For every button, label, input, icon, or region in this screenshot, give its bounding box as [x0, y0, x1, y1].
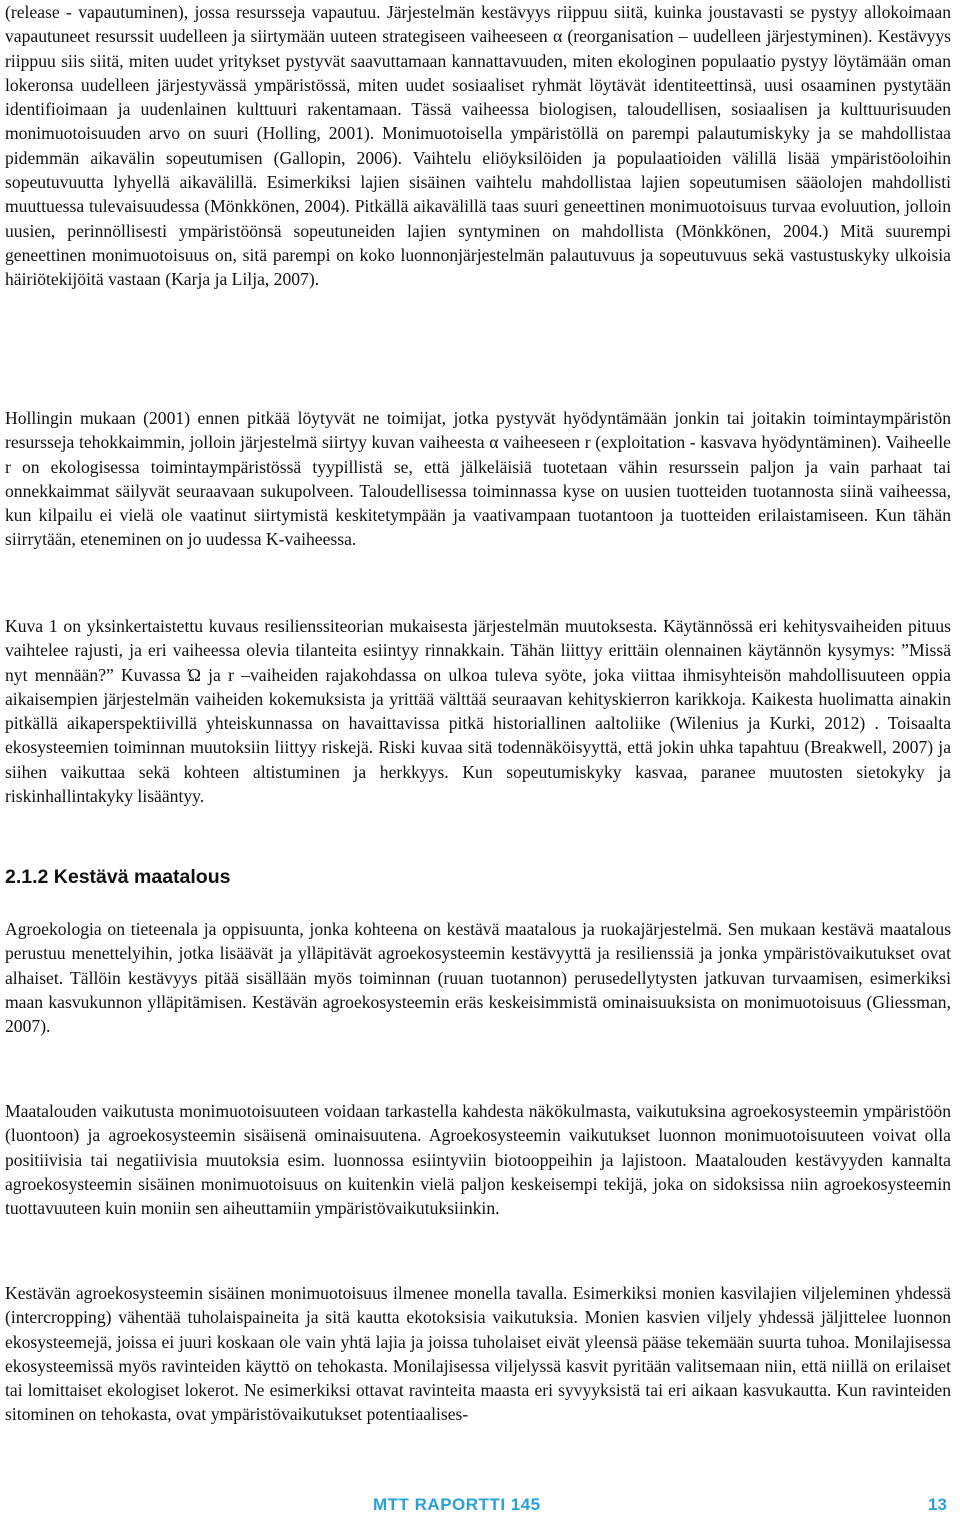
page-number: 13 [928, 1495, 947, 1514]
paragraph-internal-diversity: Kestävän agroekosysteemin sisäinen monimuotoisuus ilmenee monella tavalla. Esimerkiksi monien kasvilajien viljeleminen yhdessä (intercropping) vähentää tuholaispaineita ja sitä kautta ekotoksisia vaikutuksia. Monien kasvien viljely yhdessä jäljittelee luonnon ekosysteemejä, joissa ei juuri koskaan ole vain yhtä lajia ja joissa tuholaiset eivät yleensä pääse tekemään suurta tuhoa. Monilajisessa ekosysteemissä myös ravinteiden käyttö on tehokasta. Monilajisessa viljelyssä kasvit pyritään valitsemaan niin, että niillä on erilaiset tai lomittaiset ekologiset lokerot. Ne esimerkiksi ottavat ravinteita maasta eri syvyyksistä tai eri aikaan kasvukautta. Kun ravinteiden sitominen on tehokasta, ovat ympäristövaikutukset potentiaalises- [5, 1283, 951, 1425]
footer-report-title: MTT RAPORTTI 145 [373, 1495, 541, 1514]
paragraph-figure-description: Kuva 1 on yksinkertaistettu kuvaus resilienssiteorian mukaisesta järjestelmän muutoksesta. Käytännössä eri kehitysvaiheiden pituus vaihtelee rajusti, ja eri vaiheessa olevia tilanteita esiintyy rinnakkain. Tähän liittyy erittäin olennainen käytännön kysymys: ”Missä nyt mennään?” Kuvassa Ώ ja r –vaiheiden rajakohdassa on ulkoa tuleva syöte, joka viittaa ihmisyhteisön mahdollisuuteen oppia aikaisempien järjestelmän vaiheiden kokemuksista ja yrittää välttää seuraavan kehityskierron karikkoja. Kaikesta huolimatta ainakin pitkällä aikaperspektiivillä yhteiskunnassa on havaittavissa pitkä historiallinen aaltoliike (Wilenius ja Kurki, 2012) . Toisaalta ekosysteemien toiminnan muutoksiin liittyy riskejä. Riski kuvaa sitä todennäköisyyttä, että jokin uhka tapahtuu (Breakwell, 2007) ja siihen vaikuttaa sekä kohteen altistuminen ja herkkyys. Kun sopeutumiskyky kasvaa, paranee muutosten sietokyky ja riskinhallintakyky lisääntyy. [5, 616, 951, 807]
paragraph-agroecology: Agroekologia on tieteenala ja oppisuunta, jonka kohteena on kestävä maatalous ja ruokajärjestelmä. Sen mukaan kestävä maatalous perustuu menettelyihin, jotka lisäävät ja ylläpitävät agroekosysteemin kestävyyttä ja resilienssiä ja jonka ympäristövaikutukset ovat alhaiset. Tällöin kestävyys pitää sisällään myös toiminnan (ruuan tuotannon) perusedellytysten jatkuvan turvaamisen, esimerkiksi maan kasvukunnon ylläpitämisen. Kestävän agroekosysteemin eräs keskeisimmistä ominaisuuksista on monimuotoisuus (Gliessman, 2007). [5, 919, 951, 1037]
paragraph-holling-exploitation: Hollingin mukaan (2001) ennen pitkää löytyvät ne toimijat, jotka pystyvät hyödyntämään jonkin tai joitakin toimintaympäristön resursseja tehokkaimmin, jolloin järjestelmä siirtyy kuvan vaiheesta α vaiheeseen r (exploitation - kasvava hyödyntäminen). Vaiheelle r on ekologisessa toimintaympäristössä tyypillistä se, että jälkeläisiä tuotetaan vähin resurssein paljon ja vain parhaat tai onnekkaimmat säilyvät seuraavaan sukupolveen. Taloudellisessa toiminnassa kyse on uusien tuotteiden tuotannosta siinä vaiheessa, kun kilpailu ei vielä ole vaatinut siirtymistä keskitetympään ja vaativampaan tuotantoon ja tuotteiden erilaistamiseen. Kun tähän siirrytään, eteneminen on jo uudessa K-vaiheessa. [5, 408, 951, 550]
paragraph-resilience-release: (release - vapautuminen), jossa resursseja vapautuu. Järjestelmän kestävyys riippuu siitä, kuinka joustavasti se pystyy allokoimaan vapautuneet resurssit uudelleen ja siirtymään uuteen strategiseen vaiheeseen α (reorganisation – uudelleen järjestyminen). Kestävyys riippuu siis siitä, miten uudet yritykset pystyvät saavuttamaan kannattavuuden, miten ekologinen populaatio pystyy löytämään oman lokeronsa uudelleen järjestyvässä ympäristössä, miten uudet sosiaaliset ryhmät löytävät identiteettinsä, uusi osaaminen pystytään identifioimaan ja uudenlainen kulttuuri rakentamaan. Tässä vaiheessa biologisen, taloudellisen, sosiaalisen ja kulttuurisuuden monimuotoisuuden arvo on suuri (Holling, 2001). Monimuotoisella ympäristöllä on parempi palautumiskyky ja se mahdollistaa pidemmän aikavälin sopeutumisen (Gallopin, 2006). Vaihtelu eliöyksilöiden ja populaatioiden välillä lisää ympäristöoloihin sopeutuvuutta lyhyellä aikavälillä. Esimerkiksi lajien sisäinen vaihtelu mahdollistaa lajien sopeutumisen sääolojen mahdollisti muuttuessa tulevaisuudessa (Mönkkönen, 2004). Pitkällä aikavälillä taas suuri geneettinen monimuotoisuus turvaa evoluution, jolloin uusien, perinnöllisesti ympäristöönsä sopeutuneiden lajien syntyminen on mahdollista (Mönkkönen, 2004.) Mitä suurempi geneettinen monimuotoisuus on, sitä parempi on koko luonnonjärjestelmän palautuvuus ja sopeutuvuus sekä vastustuskyky ulkoisia häiriötekijöitä vastaan (Karja ja Lilja, 2007). [5, 2, 951, 290]
section-heading: 2.1.2 Kestävä maatalous [5, 866, 231, 888]
paragraph-agriculture-diversity: Maatalouden vaikutusta monimuotoisuuteen voidaan tarkastella kahdesta näkökulmasta, vaikutuksina agroekosysteemin ympäristöön (luontoon) ja agroekosysteemin sisäisenä ominaisuutena. Agroekosysteemin vaikutukset luonnon monimuotoisuuteen voivat olla positiivisia tai negatiivisia muutoksia esim. luonnossa esiintyviin biotooppeihin ja lajistoon. Maatalouden kestävyyden kannalta agroekosysteemin sisäinen monimuotoisuus on kuitenkin vielä paljon keskeisempi tekijä, joka on sidoksissa niin agroekosysteemin tuottavuuteen kuin moniin sen aiheuttamiin ympäristövaikutuksiinkin. [5, 1101, 951, 1219]
